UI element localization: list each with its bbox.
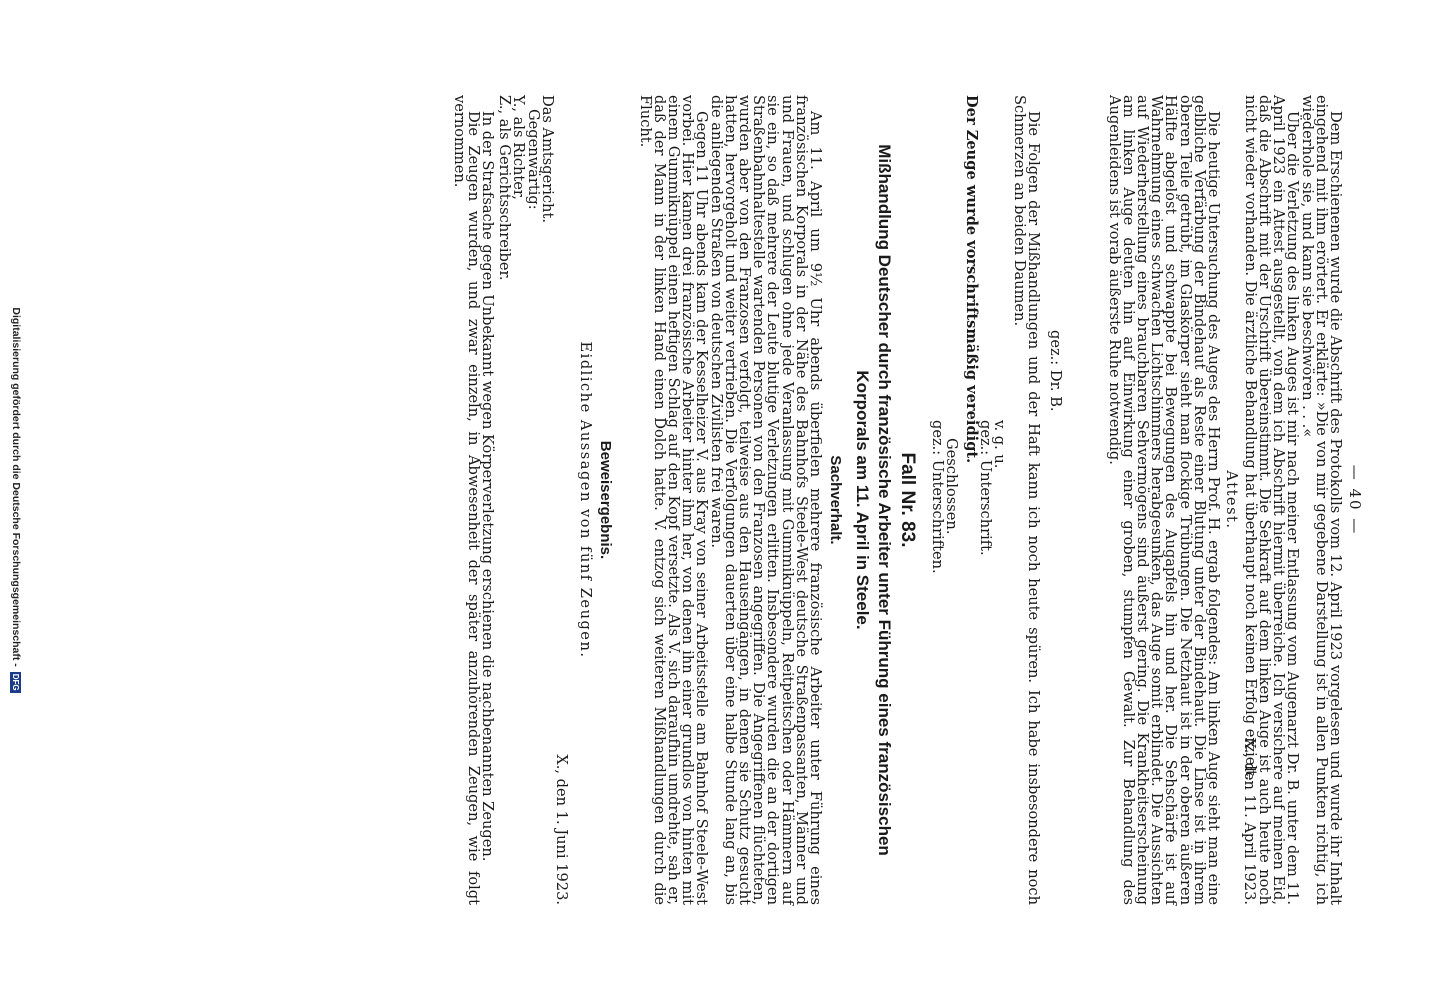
- case-title: Fall Nr. 83.: [897, 452, 918, 548]
- gez-unterschriften: gez.: Unterschriften.: [929, 420, 946, 574]
- strafsache-section: [451, 95, 494, 905]
- court-header: [497, 95, 568, 905]
- zeuge-vereidigt: Der Zeuge wurde vorschriftsmäßig vereidigt.: [963, 95, 980, 464]
- case-subtitle-2: Korporals am 11. April in Steele.: [853, 370, 872, 630]
- footer-text: Digitalisierung gefördert durch die Deutsche Forschungsgemeinschaft -: [10, 307, 22, 667]
- folgen-section: [1012, 95, 1040, 905]
- amtsgericht: Das Amtsgericht.: [538, 95, 556, 223]
- sachverhalt-heading: Sachverhalt.: [827, 455, 844, 545]
- attest-heading: Attest.: [1223, 470, 1240, 530]
- strafsache-paragraph-2: Die Zeugen wurden, und zwar einzeln, in Abwesenheit der später anzuhörenden Zeugen, wie folgt vernommen.: [450, 95, 482, 905]
- strafsache-paragraph-1: In der Strafsache gegen Unbekannt wegen Körperverletzung erschienen die nachbenannten Zeugen.: [479, 111, 496, 862]
- geschlossen: Geschlossen.: [943, 438, 960, 535]
- digitization-footer: [10, 0, 22, 1000]
- paragraph-erschienen: Dem Erschienenen wurde die Abschrift des Protokolls vom 12. April 1923 vorgelesen und wurde ihr Inhalt eingehend mit ihm erörtert. Er erklärte: »Die von mir gegebene Darstellung ist in allen Punkten richtig, ich wiederhole sie, und kann sie beschwören . . .«: [1298, 95, 1344, 905]
- attest-signature: gez.: Dr. B.: [1047, 330, 1064, 412]
- eidliche-aussagen: Eidliche Aussagen von fünf Zeugen.: [577, 341, 594, 659]
- attest-text: Die heutige Untersuchung des Auges des Herrn Prof. H. ergab folgendes: Am linken Auge sieht man eine gelbliche Verfärbung der Bindehaut als Reste einer Blutung unter der Bindehaut. Die Linse ist in ihrem oberen Teile getrübt, im Glaskörper sieht man flockige Trübungen. Die Netzhaut ist in der oberen äußeren Hälfte abgelöst und schwappte bei Bewegungen des Augapfels hin und her. Die Sehschärfe ist auf Wahrnehmung eines schwachen Lichtschimmers herabgesunken, das Auge somit erblindet. Die Aussichten auf Wiederherstellung eines brauchbaren Sehvermögens sind äußerst gering. Die Krankheitserscheinung am linken Auge deuten hin auf Einwirkung einer groben, stumpfen Gewalt. Zur Behandlung des Augenleidens ist vorab äußerste Ruhe notwendig.: [1105, 95, 1222, 905]
- sachverhalt-paragraph-2: Gegen 11 Uhr abends kam der Kesselheizer V. aus Kray von seiner Arbeitsstelle am Bahnhof Steele-West vorbei. Hier kamen drei französische Arbeiter hinter ihm her, von denen ihn einer grundlos von hinten mit einem Gummiknüppel einen heftigen Schlag auf den Kopf versetzte. Als V. sich daraufhin umdrehte, sah er, daß der Mann in der linken Hand einen Dolch hatte. V. entzog sich weiteren Mißhandlungen durch die Flucht.: [636, 95, 711, 905]
- case-subtitle-1: Mißhandlung Deutscher durch französische Arbeiter unter Führung eines französischen: [875, 144, 894, 856]
- page-number: — 40 —: [1346, 464, 1364, 536]
- paragraph-folgen: Die Folgen der Mißhandlungen und der Haft kann ich noch heute spüren. Ich habe insbesondere noch Schmerzen an beiden Daumen.: [1010, 95, 1042, 905]
- gegenwaertig: Gegenwärtig:: [524, 109, 542, 210]
- sachverhalt-section: [637, 95, 822, 905]
- dfg-logo: DFG: [11, 673, 21, 691]
- vgu: v. g. u.: [991, 420, 1008, 469]
- gez-unterschrift: gez.: Unterschrift.: [977, 420, 994, 556]
- attest-date: X., den 11. April 1923.: [1241, 738, 1258, 905]
- sachverhalt-paragraph-1: Am 11. April um 9½ Uhr abends überfielen mehrere französische Arbeiter unter Führung eines französischen Korporals in der Nähe des Bahnhofs Steele-West deutsche Straßenpassanten, Männer und und Frauen, und schlugen ohne jede Veranlassung mit Gummiknüppeln, Reitpeitschen oder Hämmern auf sie ein, so daß mehrere der Leute blutige Verletzungen erlitten. Insbesondere wurden die an der dortigen Straßenbahnhaltestelle wartenden Personen von den Franzosen angegriffen. Die Angegriffenen flüchteten, wurden aber von den Franzosen verfolgt, teilweise aus den Hauseingängen, in denen sie Schutz gesucht hatten, hervorgeholt und weiter vertrieben. Die Verfolgungen dauerten über eine halbe Stunde lang an, bis die anliegenden Straßen von deutschen Zivilisten frei waren.: [707, 95, 824, 905]
- date-juni: X., den 1. Juni 1923.: [553, 754, 570, 905]
- paragraph-verletzung: Über die Verletzung des linken Auges ist mir nach meiner Entlassung vom Augenarzt Dr. B. unter dem 11. April 1923 ein Attest ausgestellt, von dem ich Abschrift hiermit überreiche. Ich versichere auf meinen Eid, daß die Abschrift mit der Urschrift übereinstimmt. Die Sehkraft auf dem linken Auge ist auch heute noch nicht wieder vorhanden. Die ärztliche Behandlung hat überhaupt noch keinen Erfolg erzielt.: [1241, 95, 1302, 905]
- richter: Y., als Richter,: [510, 95, 528, 200]
- beweisergebnis-heading: Beweisergebnis.: [597, 440, 614, 560]
- gerichtsschreiber: Z., als Gerichtsschreiber.: [496, 95, 514, 281]
- attest-body: [1106, 95, 1220, 905]
